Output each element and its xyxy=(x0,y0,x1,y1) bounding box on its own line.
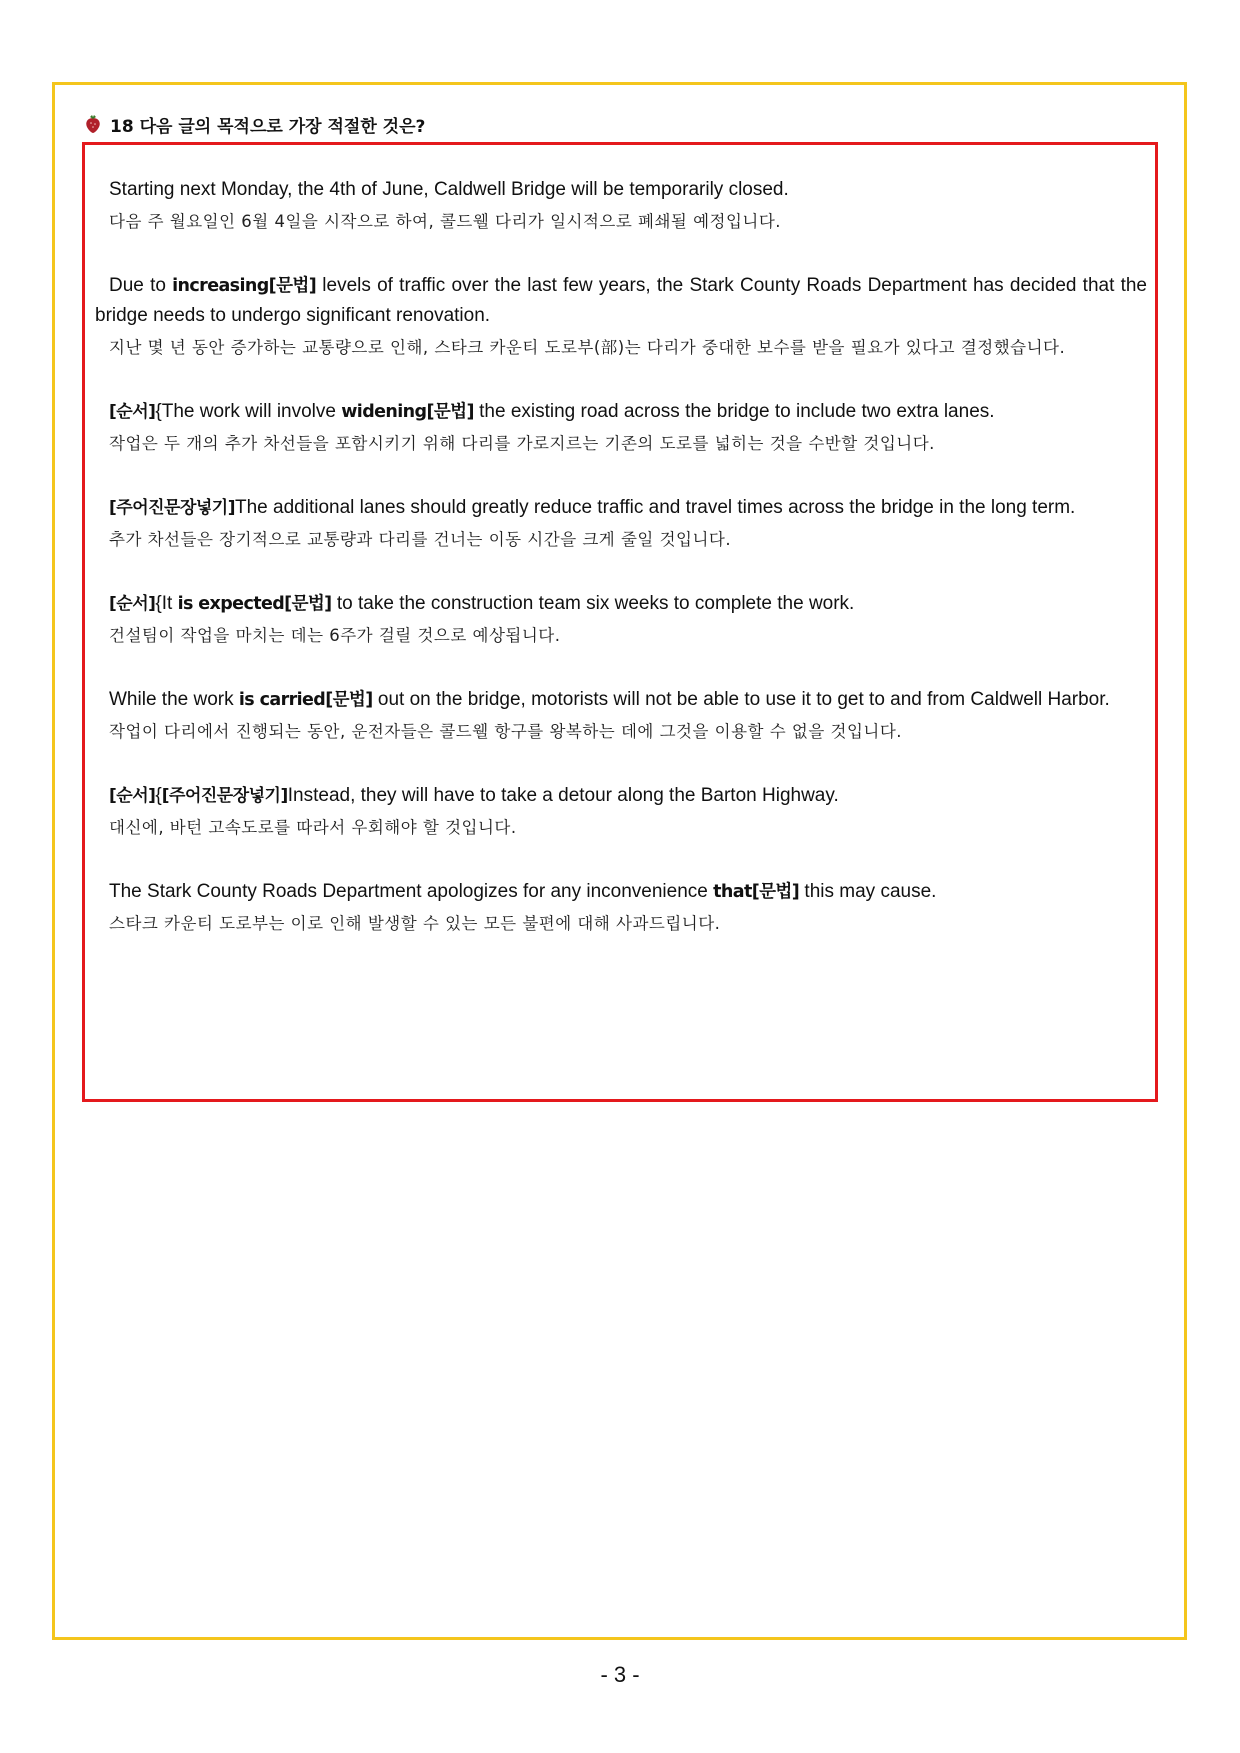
insert-sentence-tag: [주어진문장넣기] xyxy=(161,786,288,806)
sentence-text: { xyxy=(155,785,162,806)
korean-translation: 추가 차선들은 장기적으로 교통량과 다리를 건너는 이동 시간을 크게 줄일 것입니다. xyxy=(109,530,732,549)
korean-translation: 작업은 두 개의 추가 차선들을 포함시키기 위해 다리를 가로지르는 기존의 도로를 넓히는 것을 수반할 것입니다. xyxy=(109,434,935,453)
grammar-keyword: is carried[문법] xyxy=(238,690,373,710)
sentence-text: to take the construction team six weeks to complete the work. xyxy=(331,593,855,614)
order-tag: [순서] xyxy=(109,402,156,422)
grammar-keyword: increasing[문법] xyxy=(172,276,317,296)
strawberry-bullet-icon xyxy=(84,114,102,134)
english-sentence xyxy=(95,877,1147,907)
sentence-text: The Stark County Roads Department apologizes for any inconvenience xyxy=(109,881,714,902)
order-tag: [순서] xyxy=(109,786,156,806)
paragraph-3 xyxy=(95,397,1147,459)
korean-translation: 다음 주 월요일인 6월 4일을 시작으로 하여, 콜드웰 다리가 일시적으로 폐쇄될 예정입니다. xyxy=(109,212,782,231)
english-sentence xyxy=(95,271,1147,331)
question-title: 18 다음 글의 목적으로 가장 적절한 것은? xyxy=(110,116,426,137)
english-sentence xyxy=(95,397,1147,427)
sentence-text: The additional lanes should greatly reduce traffic and travel times across the bridge in the long term. xyxy=(235,497,1076,518)
korean-translation: 작업이 다리에서 진행되는 동안, 운전자들은 콜드웰 항구를 왕복하는 데에 그것을 이용할 수 없을 것입니다. xyxy=(109,722,903,741)
sentence-text: the existing road across the bridge to include two extra lanes. xyxy=(473,401,995,422)
korean-translation: 스타크 카운티 도로부는 이로 인해 발생할 수 있는 모든 불편에 대해 사과드립니다. xyxy=(109,914,721,933)
paragraph-8 xyxy=(95,877,1147,939)
sentence-text: Instead, they will have to take a detour along the Barton Highway. xyxy=(287,785,839,806)
korean-translation: 건설팀이 작업을 마치는 데는 6주가 걸릴 것으로 예상됩니다. xyxy=(109,626,561,645)
page-number: - 3 - xyxy=(600,1662,640,1687)
sentence-text: Due to xyxy=(109,275,173,296)
sentence-text: out on the bridge, motorists will not be able to use it to get to and from Caldwell Harbor. xyxy=(372,689,1110,710)
sentence-text: {The work will involve xyxy=(155,401,342,422)
grammar-keyword: that[문법] xyxy=(713,882,800,902)
sentence-text: {It xyxy=(155,593,178,614)
sentence-text: this may cause. xyxy=(799,881,937,902)
insert-sentence-tag: [주어진문장넣기] xyxy=(109,498,235,518)
paragraph-1 xyxy=(95,175,1147,237)
paragraph-6 xyxy=(95,685,1147,747)
order-tag: [순서] xyxy=(109,594,156,614)
english-sentence xyxy=(95,493,1147,523)
paragraph-5 xyxy=(95,589,1147,651)
grammar-keyword: widening[문법] xyxy=(341,402,474,422)
grammar-keyword: is expected[문법] xyxy=(177,594,332,614)
sentence-text: levels of traffic over the last few years, the Stark County Roads Department has decided that the bridge needs to undergo significant renovation. xyxy=(95,275,1147,326)
paragraph-7 xyxy=(95,781,1147,843)
paragraph-2 xyxy=(95,271,1147,363)
english-sentence: Starting next Monday, the 4th of June, Caldwell Bridge will be temporarily closed. xyxy=(109,179,789,200)
korean-translation: 대신에, 바턴 고속도로를 따라서 우회해야 할 것입니다. xyxy=(109,818,517,837)
english-sentence xyxy=(95,781,1147,811)
sentence-text: While the work xyxy=(109,689,239,710)
english-sentence xyxy=(95,589,1147,619)
question-header xyxy=(84,110,425,138)
passage-box xyxy=(82,142,1158,1102)
korean-translation: 지난 몇 년 동안 증가하는 교통량으로 인해, 스타크 카운티 도로부(部)는 다리가 중대한 보수를 받을 필요가 있다고 결정했습니다. xyxy=(109,338,1066,357)
paragraph-4 xyxy=(95,493,1147,555)
english-sentence xyxy=(95,685,1147,715)
